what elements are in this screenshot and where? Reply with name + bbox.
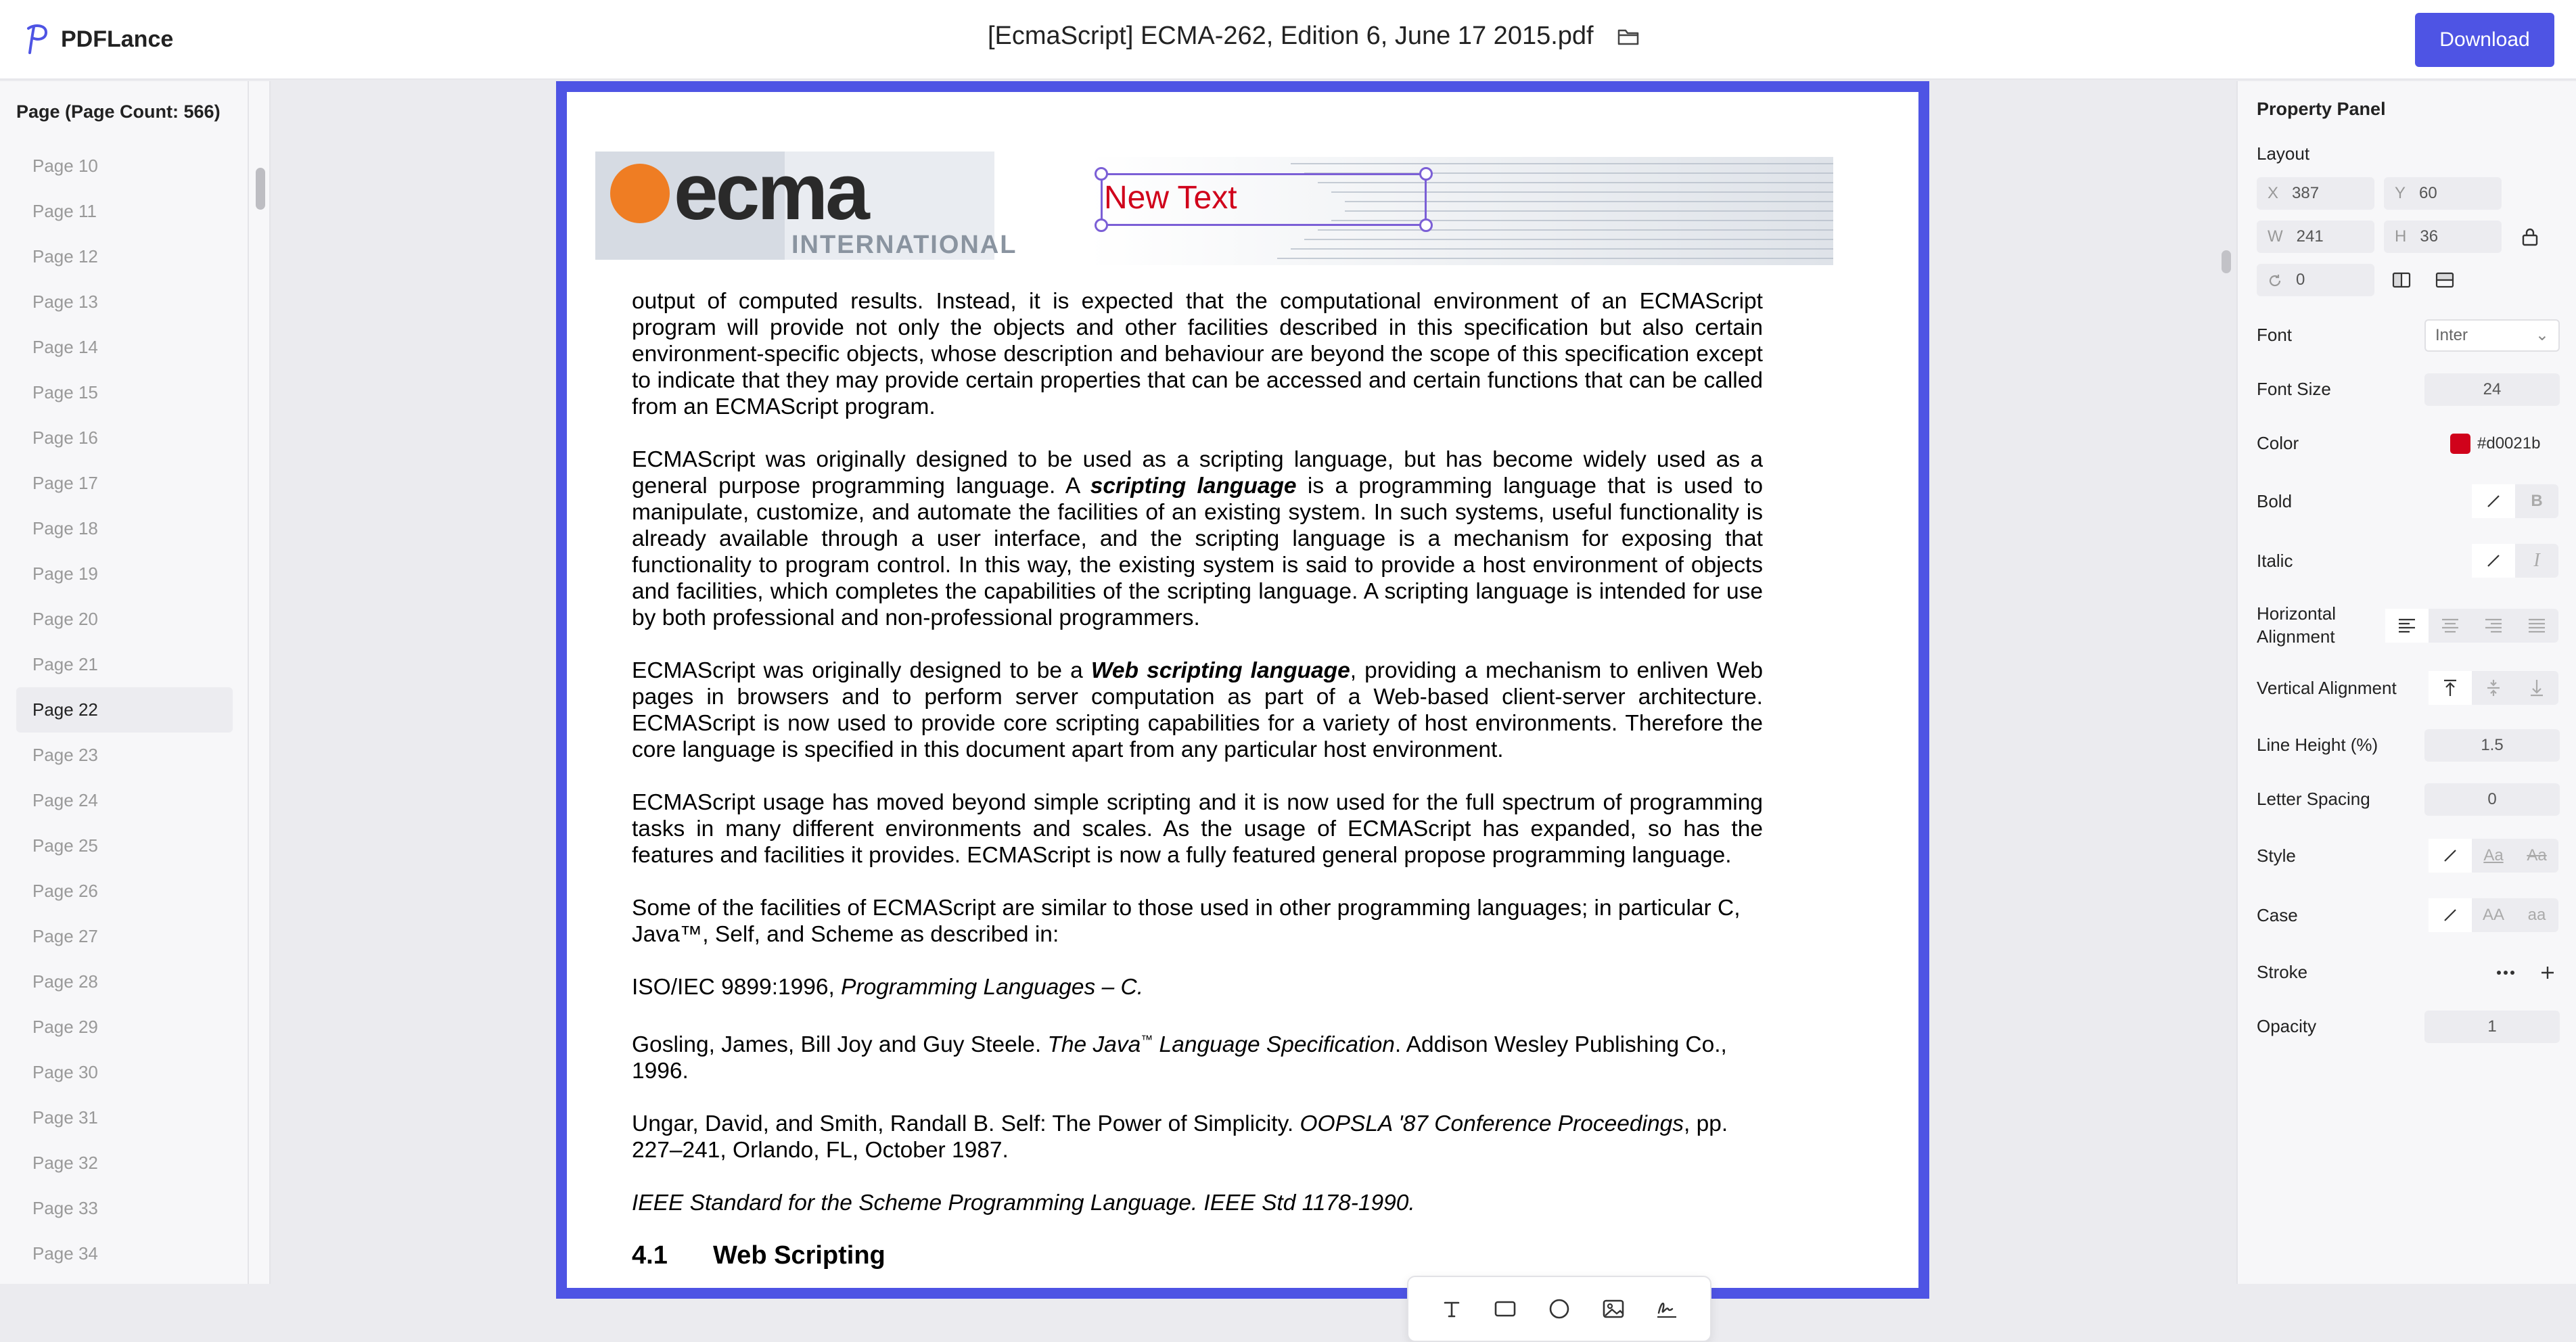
font-size-label: Font Size [2257,379,2331,399]
page-list-item[interactable]: Page 33 [32,1198,98,1218]
page-list-item[interactable]: Page 12 [32,246,98,267]
align-bottom-icon[interactable] [2515,671,2558,705]
folder-icon[interactable] [1617,26,1640,47]
document-canvas [272,81,2236,1284]
case-label: Case [2257,905,2298,925]
reference [632,1027,1763,1084]
text-run: Gosling, James, Bill Joy and Guy Steele. [632,1032,1048,1058]
signature-tool-icon[interactable] [1651,1293,1683,1325]
letter-spacing-input[interactable]: 0 [2424,783,2560,816]
download-button[interactable]: Download [2415,13,2554,67]
reference-title: Programming Languages – C. [841,975,1144,1000]
sidebar-scrollbar[interactable] [248,81,271,1284]
image-tool-icon[interactable] [1597,1293,1630,1325]
font-label: Font [2257,325,2293,345]
font-value: Inter [2435,326,2468,344]
page-list-item[interactable]: Page 27 [32,926,98,946]
chevron-down-icon: ⌄ [2535,326,2549,344]
color-swatch [2450,434,2470,454]
y-value: 60 [2419,184,2437,202]
bold-toggle[interactable] [2472,484,2558,518]
paragraph [632,446,1763,631]
y-label: Y [2395,184,2406,202]
ecma-logo [595,147,1017,260]
italic-label: Italic [2257,551,2293,571]
page-list-item[interactable]: Page 14 [32,337,98,357]
underline-button[interactable] [2472,839,2515,873]
strikethrough-glyph: Aa [2527,846,2547,864]
section-number: 4.1 [632,1241,668,1270]
rectangle-tool-icon[interactable] [1489,1293,1521,1325]
line-height-label: Line Height (%) [2257,735,2378,755]
document-title-bar [988,22,1640,51]
width-input[interactable] [2257,221,2374,253]
page-list-item[interactable]: Page 25 [32,835,98,856]
paragraph: output of computed results. Instead, it is expected that the computational environment of an ECMAScript program will provide not only the objects and other facilities described in this specification but also certain environment-specific objects, whose description and behaviour are beyond the scope of this specification except to indicate that they may provide certain properties that can be accessed and certain functions that can be called from an ECMAScript program. [632,289,1763,419]
bold-off-icon[interactable] [2472,484,2515,518]
underline-glyph: Aa [2483,846,2504,864]
uppercase-button[interactable]: AA [2482,906,2504,924]
flip-horizontal-icon[interactable] [2387,265,2416,295]
x-label: X [2268,184,2279,202]
height-input[interactable] [2384,221,2502,253]
text-style-group [2429,839,2558,873]
text-tool-icon[interactable] [1435,1293,1468,1325]
strikethrough-button[interactable] [2515,839,2558,873]
opacity-label: Opacity [2257,1016,2317,1036]
ellipse-tool-icon[interactable] [1543,1293,1576,1325]
add-stroke-icon[interactable] [2533,958,2562,988]
section-title: Web Scripting [713,1241,886,1270]
line-height-input[interactable]: 1.5 [2424,729,2560,762]
pdf-page[interactable] [556,81,1929,1299]
sidebar-scroll-thumb[interactable] [256,168,265,210]
page-list-item[interactable]: Page 29 [32,1017,98,1037]
reference-title: Language Specification [1153,1032,1395,1058]
bold-on-icon[interactable] [2515,484,2558,518]
insert-toolbar [1407,1276,1711,1342]
page-list-item[interactable]: Page 10 [32,156,98,176]
case-none-icon[interactable] [2429,898,2472,932]
vertical-alignment-group [2429,671,2558,705]
opacity-input[interactable]: 1 [2424,1011,2560,1043]
rotate-icon [2268,271,2282,289]
align-justify-icon[interactable] [2515,609,2558,643]
page-list-item[interactable]: Page 24 [32,790,98,810]
page-list-item[interactable]: Page 22 [16,687,233,733]
app-name: PDFLance [61,26,174,52]
bold-label: Bold [2257,491,2293,511]
page-list-item[interactable]: Page 30 [32,1062,98,1082]
page-count-title: Page (Page Count: 566) [16,101,221,122]
lowercase-button[interactable]: aa [2527,906,2546,924]
document-text [632,288,1763,1269]
lock-aspect-icon[interactable] [2515,222,2545,252]
paragraph: ECMAScript usage has moved beyond simple scripting and it is now used for the full spectrum of programming tasks in many different environments and scales. As the usage of ECMAScript has expanded, so has the features and facilities it provides. ECMAScript is now a fully featured general propose programming language. [632,790,1763,868]
ecma-logo-word: ecma [674,147,867,237]
text-run: ECMAScript was originally designed to be a [632,658,1091,683]
property-panel-title: Property Panel [2257,99,2386,119]
text-case-group [2429,898,2558,932]
text-run: , pp. 227–241, Orlando, FL, October 1987. [632,1111,1728,1163]
term-scripting-language: scripting language [1090,473,1297,499]
page-list-item[interactable]: Page 16 [32,427,98,448]
italic-glyph: I [2533,550,2540,571]
resize-handle-bottom-left[interactable] [1095,218,1108,232]
text-run: . Addison Wesley Publishing Co., 1996. [632,1032,1727,1084]
align-right-icon[interactable] [2472,609,2515,643]
w-value: 241 [2296,227,2324,246]
color-value: #d0021b [2477,434,2541,453]
selected-text-box[interactable] [1101,173,1427,226]
italic-on-icon[interactable] [2515,544,2558,578]
text-run: ISO/IEC 9899:1996, [632,975,842,1000]
vertical-alignment-label: Vertical Alignment [2257,678,2397,698]
flip-vertical-icon[interactable] [2430,265,2460,295]
pdflance-logo-icon [24,23,51,55]
page-list-item[interactable]: Page 23 [32,745,98,765]
horizontal-alignment-label: Horizontal Alignment [2257,603,2337,647]
app-logo[interactable] [24,23,173,55]
page-sidebar [0,81,271,1284]
new-text-element[interactable]: New Text [1104,180,1237,216]
ecma-logo-sub: INTERNATIONAL [791,231,1017,259]
reference [632,1111,1763,1163]
text-run: Ungar, David, and Smith, Randall B. Self: The Power of Simplicity. [632,1111,1300,1137]
page-list-item[interactable]: Page 15 [32,382,98,402]
text-run: , providing a mechanism to enliven Web pages in browsers and to perform server computation as part of a Web-based client-server architecture. ECMAScript is now used to provide core scripting capabilities for a variety of host environments. Therefore the core language is specified in this document apart from any particular host environment. [632,658,1763,762]
style-none-icon[interactable] [2429,839,2472,873]
align-top-icon[interactable] [2429,671,2472,705]
w-label: W [2268,227,2283,246]
resize-handle-top-left[interactable] [1095,167,1108,181]
page-list-item[interactable]: Page 21 [32,654,98,674]
layout-label: Layout [2257,143,2310,164]
resize-handle-top-right[interactable] [1419,167,1433,181]
x-input[interactable] [2257,177,2374,210]
h-label: H [2395,227,2407,246]
bold-glyph: B [2531,492,2543,510]
trademark: ™ [1141,1033,1153,1046]
align-center-icon[interactable] [2429,609,2472,643]
italic-off-icon[interactable] [2472,544,2515,578]
italic-toggle[interactable] [2472,544,2558,578]
rotation-input[interactable] [2257,264,2374,296]
page-list [16,143,233,1276]
paragraph: Some of the facilities of ECMAScript are similar to those used in other programming languages; in particular C, Java™, Self, and Scheme as described in: [632,896,1741,947]
align-middle-icon[interactable] [2472,671,2515,705]
page-list-item[interactable]: Page 26 [32,881,98,901]
page-list-item[interactable]: Page 13 [32,292,98,312]
reference [632,974,1763,1000]
page-list-item[interactable]: Page 34 [32,1243,98,1264]
resize-handle-bottom-right[interactable] [1419,218,1433,232]
page-list-item[interactable]: Page 18 [32,518,98,538]
rotation-value: 0 [2296,271,2305,289]
horizontal-alignment-group [2385,609,2558,643]
term-web-scripting-language: Web scripting language [1090,658,1350,683]
reference-title: The Java [1047,1032,1141,1058]
top-header [0,0,2576,80]
page-list-item[interactable]: Page 11 [32,201,97,221]
y-input[interactable] [2384,177,2502,210]
color-picker[interactable] [2450,427,2561,460]
reference-title: OOPSLA '87 Conference Proceedings [1300,1111,1684,1137]
page-list-item[interactable]: Page 19 [32,563,98,584]
reference [632,1190,1763,1216]
color-label: Color [2257,433,2299,453]
style-label: Style [2257,846,2296,866]
page-list-item[interactable]: Page 20 [32,609,98,629]
text-run: is a programming language that is used to manipulate, customize, and automate the facilities of an existing system. In such systems, useful functionality is already available through a user interface, and the scripting language is a mechanism for exposing that functionality to program control. In this way, the existing system is said to provide a host environment of objects and facilities, which completes the capabilities of the scripting language. A scripting language is intended for use by both professional and non-professional programmers. [632,473,1763,630]
page-list-item[interactable]: Page 28 [32,971,98,992]
stroke-label: Stroke [2257,962,2308,982]
document-title: [EcmaScript] ECMA-262, Edition 6, June 17 2015.pdf [988,22,1594,50]
more-options-icon[interactable] [2491,958,2521,988]
page-list-item[interactable]: Page 32 [32,1153,98,1173]
text-run: ECMAScript was originally designed to be used as a scripting language, but has become widely used as a general purpose programming language. A [632,447,1763,499]
letter-spacing-label: Letter Spacing [2257,789,2370,809]
property-panel [2236,81,2576,1284]
paragraph [632,657,1763,763]
section-heading [632,1243,1763,1269]
reference-title: IEEE Standard for the Scheme Programming Language. IEEE Std 1178-1990. [632,1190,1415,1216]
font-select[interactable] [2424,319,2560,352]
font-size-input[interactable]: 24 [2424,373,2560,406]
page-list-item[interactable]: Page 17 [32,473,98,493]
align-left-icon[interactable] [2385,609,2429,643]
canvas-scroll-thumb[interactable] [2222,250,2231,273]
h-value: 36 [2420,227,2439,246]
x-value: 387 [2292,184,2320,202]
page-list-item[interactable]: Page 31 [32,1107,98,1128]
